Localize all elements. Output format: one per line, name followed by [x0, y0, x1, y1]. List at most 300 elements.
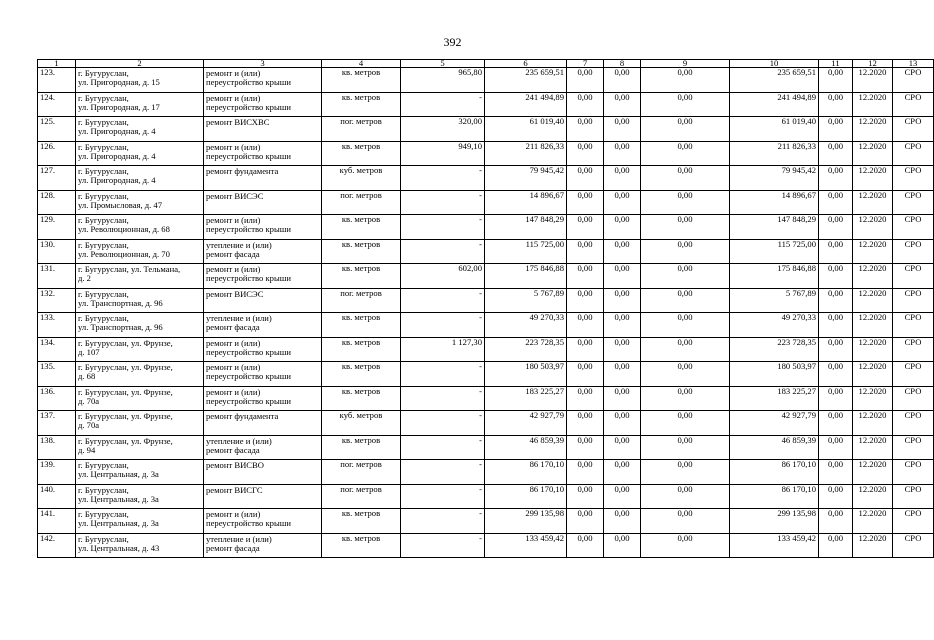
work-type-cell: [204, 337, 322, 362]
total-cost-cell: 61 019,40: [485, 117, 567, 142]
work-type-cell: [204, 533, 322, 558]
total-cost-cell: 42 927,79: [485, 411, 567, 436]
address-cell-line: д. 70а: [78, 420, 100, 431]
cost-column-7-cell: 0,00: [567, 190, 604, 215]
page-number: 392: [443, 35, 462, 49]
cost-column-8-cell: 0,00: [604, 509, 641, 534]
total-cost-cell: 183 225,27: [485, 386, 567, 411]
cost-column-8-cell: 0,00: [604, 239, 641, 264]
row-number-cell: 131.: [38, 264, 76, 289]
column-number-8: 8: [604, 60, 641, 68]
work-type-cell-line: переустройство крыши: [206, 395, 291, 406]
row-number-cell: 142.: [38, 533, 76, 558]
cost-column-11-cell: 0,00: [819, 239, 853, 264]
funding-source-cell: СРО: [893, 215, 934, 240]
cost-column-9-cell: 0,00: [641, 68, 730, 93]
cost-column-8-cell: 0,00: [604, 362, 641, 387]
quantity-cell: -: [401, 435, 485, 460]
row-number-cell: 129.: [38, 215, 76, 240]
address-cell-line: г. Бугуруслан,: [78, 509, 129, 519]
work-type-cell: [204, 411, 322, 436]
work-type-cell-line: ремонт фундамента: [206, 411, 279, 421]
unit-cell: пог. метров: [322, 460, 401, 485]
address-cell-line: д. 107: [78, 346, 100, 357]
cost-column-9-cell: 0,00: [641, 337, 730, 362]
address-cell-line: г. Бугуруслан,: [78, 460, 129, 470]
cost-column-11-cell: 0,00: [819, 141, 853, 166]
completion-date-cell: 12.2020: [853, 92, 893, 117]
total-cost-cell: 147 848,29: [485, 215, 567, 240]
quantity-cell: 602,00: [401, 264, 485, 289]
unit-cell: пог. метров: [322, 484, 401, 509]
address-cell: [76, 239, 204, 264]
completion-date-cell: 12.2020: [853, 190, 893, 215]
cost-column-10-cell: 14 896,67: [730, 190, 819, 215]
cost-column-11-cell: 0,00: [819, 362, 853, 387]
funding-source-cell: СРО: [893, 92, 934, 117]
cost-column-10-cell: 133 459,42: [730, 533, 819, 558]
address-cell-line: г. Бугуруслан, ул. Фрунзе,: [78, 435, 173, 446]
funding-source-cell: СРО: [893, 411, 934, 436]
work-type-cell-line: ремонт фасада: [206, 542, 260, 553]
work-type-cell-line: утепление и (или): [206, 239, 272, 250]
table-row: [38, 264, 934, 289]
cost-column-10-cell: 223 728,35: [730, 337, 819, 362]
row-number-cell: 138.: [38, 435, 76, 460]
cost-column-7-cell: 0,00: [567, 386, 604, 411]
address-cell-line: д. 2: [78, 273, 91, 284]
total-cost-cell: 86 170,10: [485, 460, 567, 485]
funding-source-cell: СРО: [893, 117, 934, 142]
address-cell-line: д. 70а: [78, 395, 100, 406]
column-number-3: 3: [204, 60, 322, 68]
cost-column-10-cell: 61 019,40: [730, 117, 819, 142]
cost-column-9-cell: 0,00: [641, 386, 730, 411]
row-number-cell: 139.: [38, 460, 76, 485]
work-type-cell: [204, 460, 322, 485]
cost-column-10-cell: 235 659,51: [730, 68, 819, 93]
cost-column-8-cell: 0,00: [604, 435, 641, 460]
total-cost-cell: 241 494,89: [485, 92, 567, 117]
quantity-cell: -: [401, 166, 485, 191]
unit-cell: кв. метров: [322, 435, 401, 460]
cost-column-7-cell: 0,00: [567, 166, 604, 191]
cost-column-8-cell: 0,00: [604, 117, 641, 142]
cost-column-8-cell: 0,00: [604, 460, 641, 485]
cost-column-10-cell: 115 725,00: [730, 239, 819, 264]
address-cell: [76, 362, 204, 387]
cost-column-9-cell: 0,00: [641, 166, 730, 191]
address-cell: [76, 117, 204, 142]
cost-column-9-cell: 0,00: [641, 141, 730, 166]
column-number-6: 6: [485, 60, 567, 68]
address-cell-line: ул. Революционная, д. 68: [78, 224, 170, 235]
address-cell: [76, 337, 204, 362]
funding-source-cell: СРО: [893, 435, 934, 460]
row-number-cell: 134.: [38, 337, 76, 362]
cost-column-10-cell: 147 848,29: [730, 215, 819, 240]
cost-column-11-cell: 0,00: [819, 166, 853, 191]
address-cell-line: ул. Центральная, д. 3а: [78, 493, 159, 504]
completion-date-cell: 12.2020: [853, 386, 893, 411]
quantity-cell: -: [401, 215, 485, 240]
total-cost-cell: 175 846,88: [485, 264, 567, 289]
cost-column-10-cell: 86 170,10: [730, 460, 819, 485]
address-cell-line: ул. Центральная, д. 43: [78, 542, 160, 553]
cost-column-9-cell: 0,00: [641, 92, 730, 117]
completion-date-cell: 12.2020: [853, 460, 893, 485]
unit-cell: пог. метров: [322, 117, 401, 142]
funding-source-cell: СРО: [893, 460, 934, 485]
row-number-cell: 124.: [38, 92, 76, 117]
table-row: [38, 386, 934, 411]
completion-date-cell: 12.2020: [853, 411, 893, 436]
work-type-cell-line: переустройство крыши: [206, 273, 291, 284]
cost-column-10-cell: 211 826,33: [730, 141, 819, 166]
cost-column-9-cell: 0,00: [641, 215, 730, 240]
cost-column-10-cell: 42 927,79: [730, 411, 819, 436]
address-cell-line: г. Бугуруслан,: [78, 484, 129, 495]
cost-column-11-cell: 0,00: [819, 509, 853, 534]
address-cell-line: г. Бугуруслан,: [78, 288, 129, 299]
cost-column-11-cell: 0,00: [819, 386, 853, 411]
address-cell: [76, 509, 204, 534]
table-row: [38, 460, 934, 485]
cost-column-11-cell: 0,00: [819, 313, 853, 338]
row-number-cell: 133.: [38, 313, 76, 338]
completion-date-cell: 12.2020: [853, 313, 893, 338]
address-cell-line: д. 94: [78, 444, 96, 455]
unit-cell: куб. метров: [322, 166, 401, 191]
work-type-cell-line: ремонт и (или): [206, 509, 261, 519]
address-cell-line: г. Бугуруслан,: [78, 92, 129, 103]
work-type-cell: [204, 239, 322, 264]
completion-date-cell: 12.2020: [853, 264, 893, 289]
address-cell-line: г. Бугуруслан,: [78, 166, 129, 176]
address-cell: [76, 92, 204, 117]
quantity-cell: -: [401, 460, 485, 485]
completion-date-cell: 12.2020: [853, 68, 893, 93]
unit-cell: кв. метров: [322, 533, 401, 558]
cost-column-7-cell: 0,00: [567, 239, 604, 264]
cost-column-10-cell: 183 225,27: [730, 386, 819, 411]
quantity-cell: 1 127,30: [401, 337, 485, 362]
completion-date-cell: 12.2020: [853, 239, 893, 264]
work-type-cell: [204, 386, 322, 411]
cost-column-8-cell: 0,00: [604, 264, 641, 289]
funding-source-cell: СРО: [893, 264, 934, 289]
funding-source-cell: СРО: [893, 386, 934, 411]
cost-column-11-cell: 0,00: [819, 337, 853, 362]
work-type-cell: [204, 362, 322, 387]
quantity-cell: -: [401, 362, 485, 387]
work-type-cell-line: ремонт фасада: [206, 444, 260, 455]
cost-column-7-cell: 0,00: [567, 435, 604, 460]
cost-column-8-cell: 0,00: [604, 190, 641, 215]
funding-source-cell: СРО: [893, 239, 934, 264]
address-cell-line: ул. Пригородная, д. 4: [78, 175, 156, 186]
table-body: [38, 68, 934, 558]
address-cell: [76, 141, 204, 166]
table-row: [38, 190, 934, 215]
address-cell-line: г. Бугуруслан, ул. Фрунзе,: [78, 411, 173, 421]
address-cell: [76, 460, 204, 485]
completion-date-cell: 12.2020: [853, 215, 893, 240]
funding-source-cell: СРО: [893, 313, 934, 338]
completion-date-cell: 12.2020: [853, 533, 893, 558]
funding-source-cell: СРО: [893, 141, 934, 166]
work-type-cell-line: переустройство крыши: [206, 150, 291, 161]
unit-cell: кв. метров: [322, 215, 401, 240]
address-cell: [76, 264, 204, 289]
column-number-9: 9: [641, 60, 730, 68]
quantity-cell: -: [401, 533, 485, 558]
total-cost-cell: 86 170,10: [485, 484, 567, 509]
work-type-cell-line: ремонт ВИСЭС: [206, 190, 264, 201]
work-type-cell-line: утепление и (или): [206, 313, 272, 323]
completion-date-cell: 12.2020: [853, 484, 893, 509]
cost-column-11-cell: 0,00: [819, 215, 853, 240]
cost-column-7-cell: 0,00: [567, 117, 604, 142]
quantity-cell: 320,00: [401, 117, 485, 142]
cost-column-7-cell: 0,00: [567, 68, 604, 93]
funding-source-cell: СРО: [893, 68, 934, 93]
cost-column-9-cell: 0,00: [641, 288, 730, 313]
column-number-5: 5: [401, 60, 485, 68]
unit-cell: кв. метров: [322, 337, 401, 362]
cost-column-11-cell: 0,00: [819, 92, 853, 117]
work-type-cell-line: ремонт и (или): [206, 362, 261, 372]
work-type-cell: [204, 68, 322, 93]
table-row: [38, 92, 934, 117]
table-row: [38, 313, 934, 338]
quantity-cell: -: [401, 313, 485, 338]
cost-column-9-cell: 0,00: [641, 484, 730, 509]
work-type-cell-line: ремонт и (или): [206, 92, 261, 103]
total-cost-cell: 235 659,51: [485, 68, 567, 93]
quantity-cell: -: [401, 239, 485, 264]
column-number-7: 7: [567, 60, 604, 68]
cost-column-9-cell: 0,00: [641, 509, 730, 534]
address-cell: [76, 68, 204, 93]
work-type-cell-line: ремонт ВИСЭС: [206, 288, 264, 299]
cost-column-10-cell: 175 846,88: [730, 264, 819, 289]
address-cell-line: ул. Революционная, д. 70: [78, 248, 170, 259]
cost-column-11-cell: 0,00: [819, 264, 853, 289]
cost-column-9-cell: 0,00: [641, 239, 730, 264]
quantity-cell: -: [401, 92, 485, 117]
cost-column-9-cell: 0,00: [641, 264, 730, 289]
funding-source-cell: СРО: [893, 190, 934, 215]
work-type-cell: [204, 313, 322, 338]
column-number-2: 2: [76, 60, 204, 68]
work-type-cell: [204, 166, 322, 191]
work-type-cell-line: ремонт и (или): [206, 264, 261, 274]
cost-column-8-cell: 0,00: [604, 411, 641, 436]
cost-column-8-cell: 0,00: [604, 337, 641, 362]
work-type-cell: [204, 141, 322, 166]
cost-column-10-cell: 5 767,89: [730, 288, 819, 313]
cost-column-7-cell: 0,00: [567, 484, 604, 509]
row-number-cell: 126.: [38, 141, 76, 166]
completion-date-cell: 12.2020: [853, 337, 893, 362]
cost-column-11-cell: 0,00: [819, 117, 853, 142]
table-row: [38, 509, 934, 534]
funding-source-cell: СРО: [893, 509, 934, 534]
address-cell-line: ул. Центральная, д. 3а: [78, 469, 159, 480]
column-number-10: 10: [730, 60, 819, 68]
column-number-1: 1: [38, 60, 76, 68]
address-cell-line: г. Бугуруслан,: [78, 68, 129, 78]
row-number-cell: 136.: [38, 386, 76, 411]
address-cell-line: г. Бугуруслан, ул. Фрунзе,: [78, 337, 173, 348]
unit-cell: кв. метров: [322, 362, 401, 387]
address-cell: [76, 484, 204, 509]
cost-column-7-cell: 0,00: [567, 533, 604, 558]
cost-column-9-cell: 0,00: [641, 411, 730, 436]
cost-column-7-cell: 0,00: [567, 215, 604, 240]
unit-cell: кв. метров: [322, 68, 401, 93]
quantity-cell: 965,80: [401, 68, 485, 93]
total-cost-cell: 49 270,33: [485, 313, 567, 338]
table-row: [38, 215, 934, 240]
table-row: [38, 288, 934, 313]
cost-column-10-cell: 299 135,98: [730, 509, 819, 534]
unit-cell: кв. метров: [322, 92, 401, 117]
work-type-cell: [204, 264, 322, 289]
address-cell-line: г. Бугуруслан,: [78, 141, 129, 152]
cost-column-11-cell: 0,00: [819, 533, 853, 558]
quantity-cell: -: [401, 190, 485, 215]
cost-column-7-cell: 0,00: [567, 313, 604, 338]
table-row: [38, 166, 934, 191]
quantity-cell: -: [401, 411, 485, 436]
cost-column-11-cell: 0,00: [819, 68, 853, 93]
cost-column-7-cell: 0,00: [567, 509, 604, 534]
row-number-cell: 127.: [38, 166, 76, 191]
completion-date-cell: 12.2020: [853, 509, 893, 534]
cost-column-7-cell: 0,00: [567, 460, 604, 485]
funding-source-cell: СРО: [893, 484, 934, 509]
address-cell: [76, 288, 204, 313]
total-cost-cell: 79 945,42: [485, 166, 567, 191]
address-cell-line: г. Бугуруслан, ул. Тельмана,: [78, 264, 181, 274]
work-type-cell-line: ремонт ВИСХВС: [206, 117, 270, 127]
address-cell-line: ул. Промысловая, д. 47: [78, 199, 163, 210]
work-type-cell-line: ремонт и (или): [206, 215, 261, 225]
work-type-cell-line: переустройство крыши: [206, 346, 291, 357]
cost-column-11-cell: 0,00: [819, 435, 853, 460]
address-cell-line: г. Бугуруслан,: [78, 313, 129, 323]
cost-column-11-cell: 0,00: [819, 190, 853, 215]
cost-column-8-cell: 0,00: [604, 313, 641, 338]
table-row: [38, 239, 934, 264]
total-cost-cell: 115 725,00: [485, 239, 567, 264]
cost-column-10-cell: 49 270,33: [730, 313, 819, 338]
address-cell: [76, 533, 204, 558]
row-number-cell: 128.: [38, 190, 76, 215]
unit-cell: пог. метров: [322, 288, 401, 313]
work-type-cell-line: ремонт фундамента: [206, 166, 279, 176]
work-type-cell-line: переустройство крыши: [206, 371, 291, 382]
funding-source-cell: СРО: [893, 288, 934, 313]
address-cell-line: г. Бугуруслан,: [78, 215, 129, 225]
work-type-cell-line: ремонт и (или): [206, 141, 261, 152]
address-cell-line: д. 68: [78, 371, 96, 382]
address-cell-line: г. Бугуруслан,: [78, 117, 129, 127]
table-row: [38, 362, 934, 387]
unit-cell: кв. метров: [322, 313, 401, 338]
cost-column-11-cell: 0,00: [819, 484, 853, 509]
total-cost-cell: 14 896,67: [485, 190, 567, 215]
cost-column-9-cell: 0,00: [641, 435, 730, 460]
quantity-cell: -: [401, 509, 485, 534]
work-type-cell: [204, 92, 322, 117]
address-cell-line: ул. Транспортная, д. 96: [78, 297, 163, 308]
work-type-cell-line: переустройство крыши: [206, 224, 291, 235]
work-type-cell-line: переустройство крыши: [206, 77, 291, 88]
total-cost-cell: 211 826,33: [485, 141, 567, 166]
row-number-cell: 135.: [38, 362, 76, 387]
cost-column-8-cell: 0,00: [604, 141, 641, 166]
work-type-cell: [204, 117, 322, 142]
work-type-cell-line: ремонт ВИСГС: [206, 484, 263, 495]
cost-column-9-cell: 0,00: [641, 190, 730, 215]
table-row: [38, 435, 934, 460]
cost-column-7-cell: 0,00: [567, 141, 604, 166]
cost-column-7-cell: 0,00: [567, 337, 604, 362]
work-type-cell-line: ремонт фасада: [206, 322, 260, 333]
quantity-cell: -: [401, 386, 485, 411]
cost-column-10-cell: 241 494,89: [730, 92, 819, 117]
cost-column-9-cell: 0,00: [641, 117, 730, 142]
total-cost-cell: 223 728,35: [485, 337, 567, 362]
cost-column-7-cell: 0,00: [567, 264, 604, 289]
quantity-cell: -: [401, 484, 485, 509]
table-row: [38, 484, 934, 509]
column-number-11: 11: [819, 60, 853, 68]
total-cost-cell: 46 859,39: [485, 435, 567, 460]
row-number-cell: 140.: [38, 484, 76, 509]
work-type-cell-line: ремонт и (или): [206, 68, 261, 78]
cost-column-8-cell: 0,00: [604, 484, 641, 509]
work-type-cell-line: переустройство крыши: [206, 518, 291, 529]
completion-date-cell: 12.2020: [853, 117, 893, 142]
cost-column-9-cell: 0,00: [641, 362, 730, 387]
work-type-cell: [204, 484, 322, 509]
funding-source-cell: СРО: [893, 166, 934, 191]
cost-column-8-cell: 0,00: [604, 386, 641, 411]
unit-cell: кв. метров: [322, 239, 401, 264]
total-cost-cell: 5 767,89: [485, 288, 567, 313]
address-cell-line: ул. Центральная, д. 3а: [78, 518, 159, 529]
completion-date-cell: 12.2020: [853, 435, 893, 460]
table-row: [38, 141, 934, 166]
work-type-cell-line: переустройство крыши: [206, 101, 291, 112]
cost-column-8-cell: 0,00: [604, 92, 641, 117]
completion-date-cell: 12.2020: [853, 141, 893, 166]
unit-cell: кв. метров: [322, 264, 401, 289]
cost-column-7-cell: 0,00: [567, 411, 604, 436]
unit-cell: кв. метров: [322, 386, 401, 411]
completion-date-cell: 12.2020: [853, 166, 893, 191]
work-type-cell-line: ремонт и (или): [206, 337, 261, 348]
work-type-cell-line: ремонт и (или): [206, 386, 261, 397]
cost-column-8-cell: 0,00: [604, 533, 641, 558]
column-number-13: 13: [893, 60, 934, 68]
table-row: [38, 337, 934, 362]
cost-column-8-cell: 0,00: [604, 288, 641, 313]
